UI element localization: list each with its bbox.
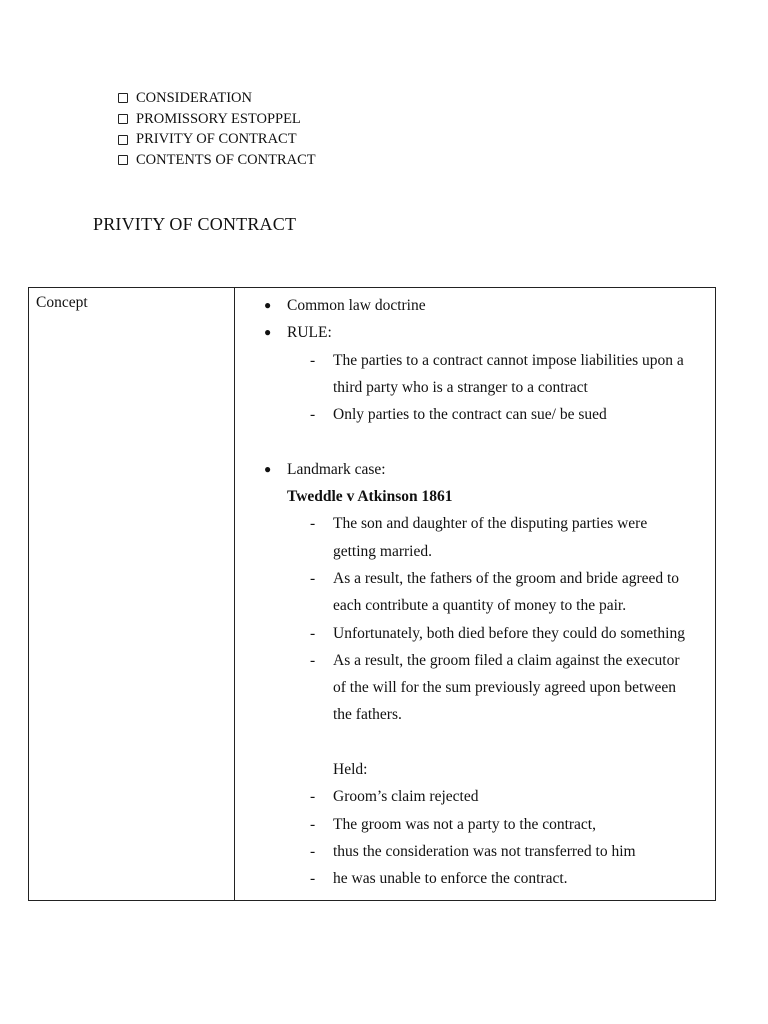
case-name: Tweddle v Atkinson 1861: [287, 488, 453, 506]
concept-cell: Concept: [29, 288, 235, 901]
dash-icon: -: [310, 569, 316, 587]
table-row: [29, 288, 716, 901]
checklist-item-label: PRIVITY OF CONTRACT: [136, 131, 297, 148]
sub-text: As a result, the fathers of the groom and bride agreed to: [333, 569, 680, 587]
bullet-item: [235, 319, 715, 346]
sub-item: [235, 510, 715, 537]
dash-icon: -: [310, 624, 316, 642]
topic-checklist: [118, 88, 316, 171]
bullet-item: [235, 292, 715, 319]
sub-item: [235, 565, 715, 592]
checklist-item-label: CONSIDERATION: [136, 89, 252, 106]
sub-item: [235, 783, 715, 810]
dash-icon: -: [310, 406, 316, 424]
checkbox-icon[interactable]: [118, 93, 128, 103]
sub-text: Groom’s claim rejected: [333, 788, 479, 806]
sub-text: The groom was not a party to the contract,: [333, 815, 596, 833]
sub-text: Only parties to the contract can sue/ be sued: [333, 406, 607, 424]
dash-icon: -: [310, 515, 316, 533]
sub-item: [235, 811, 715, 838]
sub-item-continued: third party who is a stranger to a contract: [333, 378, 588, 396]
dash-icon: -: [310, 842, 316, 860]
sub-item: [235, 401, 715, 428]
checkbox-icon[interactable]: [118, 114, 128, 124]
checklist-item-label: CONTENTS OF CONTRACT: [136, 151, 316, 168]
sub-item: [235, 838, 715, 865]
sub-item: [235, 865, 715, 892]
bullet-text: RULE:: [287, 324, 332, 342]
dash-icon: -: [310, 870, 316, 888]
checklist-item-label: PROMISSORY ESTOPPEL: [136, 110, 301, 127]
held-label: Held:: [333, 761, 368, 779]
bullet-icon: ●: [264, 325, 272, 340]
dash-icon: -: [310, 815, 316, 833]
sub-item-continued: each contribute a quantity of money to the pair.: [333, 597, 627, 615]
checklist-item[interactable]: [118, 150, 316, 171]
content-cell: [235, 288, 716, 901]
section-title: PRIVITY OF CONTRACT: [93, 214, 297, 234]
checklist-item[interactable]: [118, 88, 316, 109]
sub-item-continued: of the will for the sum previously agreed upon between: [333, 679, 677, 697]
spacer: [235, 729, 715, 756]
checkbox-icon[interactable]: [118, 155, 128, 165]
spacer: [235, 428, 715, 455]
sub-item-continued: getting married.: [333, 542, 432, 560]
checklist-item[interactable]: [118, 129, 316, 150]
notes-table: [28, 287, 716, 901]
sub-item: [235, 347, 715, 374]
dash-icon: -: [310, 788, 316, 806]
sub-text: As a result, the groom filed a claim against the executor: [333, 651, 680, 669]
sub-item: [235, 647, 715, 674]
dash-icon: -: [310, 651, 316, 669]
dash-icon: -: [310, 351, 316, 369]
sub-item: [235, 620, 715, 647]
checkbox-icon[interactable]: [118, 135, 128, 145]
sub-text: The son and daughter of the disputing parties were: [333, 515, 648, 533]
checklist-item[interactable]: [118, 109, 316, 130]
bullet-text: Common law doctrine: [287, 297, 426, 314]
bullet-text: Landmark case:: [287, 460, 386, 478]
sub-text: thus the consideration was not transferred to him: [333, 842, 636, 860]
bullet-icon: ●: [264, 461, 272, 476]
sub-text: Unfortunately, both died before they could do something: [333, 624, 685, 642]
sub-text: The parties to a contract cannot impose liabilities upon a: [333, 351, 684, 369]
bullet-icon: ●: [264, 298, 272, 312]
sub-item-continued: the fathers.: [333, 706, 402, 724]
bullet-item: [235, 456, 715, 483]
sub-text: he was unable to enforce the contract.: [333, 870, 568, 888]
